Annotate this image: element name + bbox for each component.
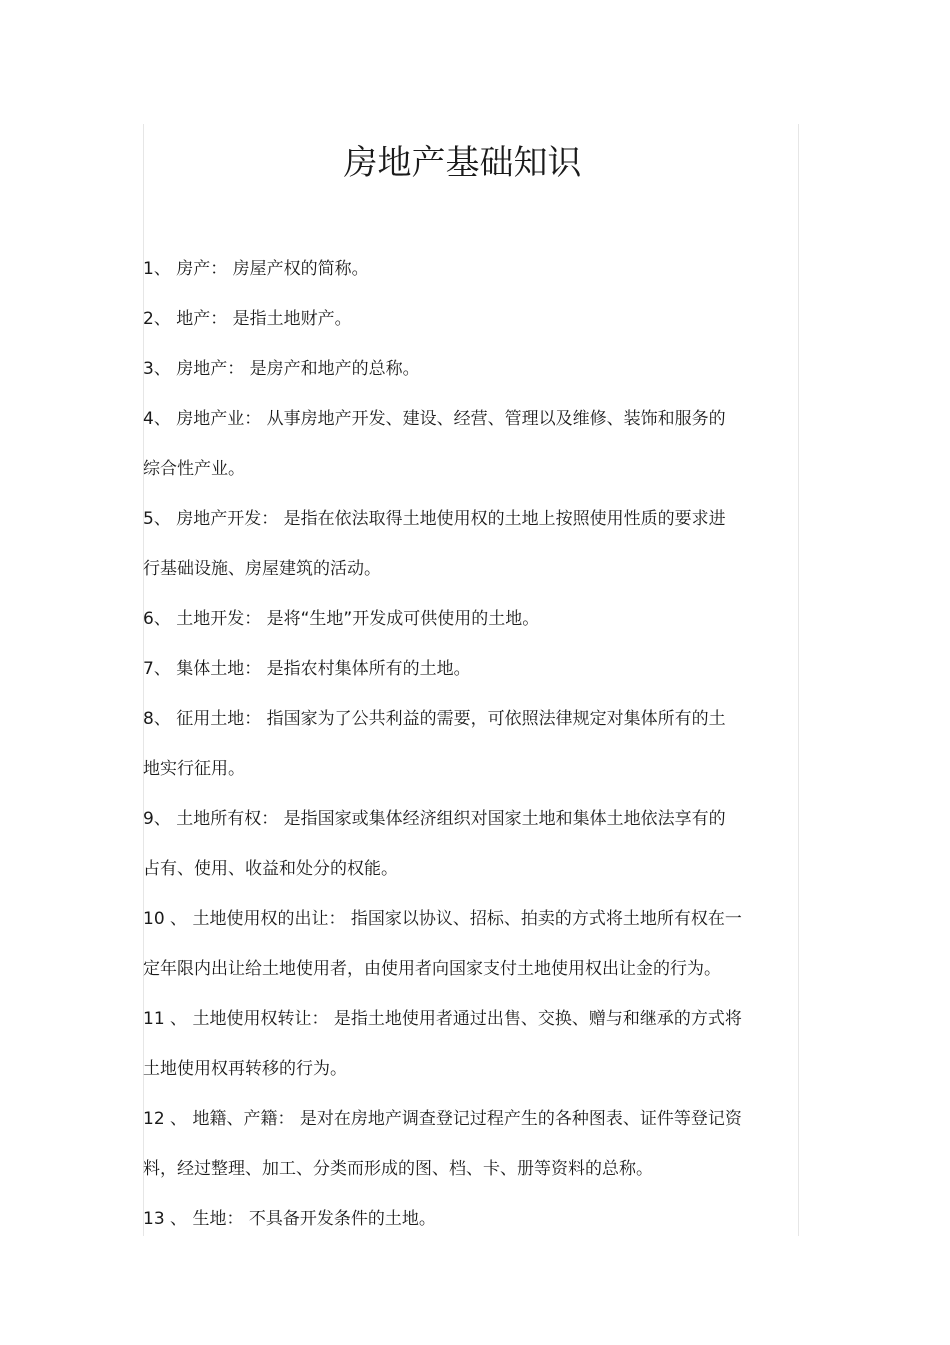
- term-line: 7、 集体土地： 是指农村集体所有的土地。: [143, 659, 471, 679]
- term-line: 11 、 土地使用权转让： 是指土地使用者通过出售、交换、赠与和继承的方式将: [143, 1009, 742, 1029]
- term-line: 料，经过整理、加工、分类而形成的图、档、卡、册等资料的总称。: [143, 1159, 653, 1179]
- page-border-right: [798, 124, 799, 1236]
- term-line: 12 、 地籍、产籍： 是对在房地产调查登记过程产生的各种图表、证件等登记资: [143, 1109, 742, 1129]
- term-line: 地实行征用。: [143, 759, 245, 779]
- term-line: 13 、 生地： 不具备开发条件的土地。: [143, 1209, 436, 1229]
- term-line: 9、 土地所有权： 是指国家或集体经济组织对国家土地和集体土地依法享有的: [143, 809, 726, 829]
- term-line: 定年限内出让给土地使用者，由使用者向国家支付土地使用权出让金的行为。: [143, 959, 721, 979]
- document-title: 房地产基础知识: [343, 143, 582, 183]
- term-line: 3、 房地产： 是房产和地产的总称。: [143, 359, 420, 379]
- term-line: 5、 房地产开发： 是指在依法取得土地使用权的土地上按照使用性质的要求进: [143, 509, 726, 529]
- term-line: 6、 土地开发： 是将“生地”开发成可供使用的土地。: [143, 609, 540, 629]
- document-body: [143, 244, 783, 1244]
- term-line: 占有、使用、收益和处分的权能。: [143, 859, 398, 879]
- term-line: 2、 地产： 是指土地财产。: [143, 309, 352, 329]
- term-line: 8、 征用土地： 指国家为了公共利益的需要，可依照法律规定对集体所有的土: [143, 709, 726, 729]
- term-line: 行基础设施、房屋建筑的活动。: [143, 559, 381, 579]
- term-line: 1、 房产： 房屋产权的简称。: [143, 259, 369, 279]
- term-line: 综合性产业。: [143, 459, 245, 479]
- term-line: 10 、 土地使用权的出让： 指国家以协议、招标、拍卖的方式将土地所有权在一: [143, 909, 742, 929]
- term-line: 4、 房地产业： 从事房地产开发、建设、经营、管理以及维修、装饰和服务的: [143, 409, 726, 429]
- term-line: 土地使用权再转移的行为。: [143, 1059, 347, 1079]
